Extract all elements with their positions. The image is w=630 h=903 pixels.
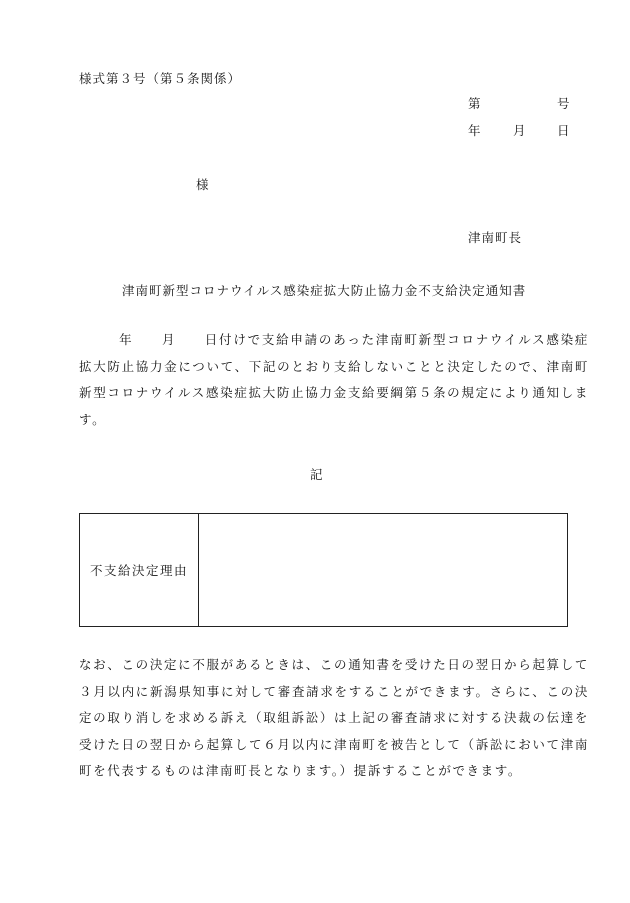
ki-heading: 記 xyxy=(310,467,323,482)
form-number: 様式第３号（第５条関係） xyxy=(79,71,242,86)
doc-number-suffix: 号 xyxy=(557,96,570,111)
reason-table xyxy=(79,513,568,627)
recipient-honorific: 様 xyxy=(196,177,209,192)
document-title: 津南町新型コロナウイルス感染症拡大防止協力金不支給決定通知書 xyxy=(122,283,527,298)
issuer: 津南町長 xyxy=(468,230,523,245)
reason-value xyxy=(199,514,568,627)
date-year: 年 xyxy=(468,123,481,138)
doc-number-prefix: 第 xyxy=(468,96,481,111)
reason-label: 不支給決定理由 xyxy=(80,514,199,627)
body-text: 年 月 日付けで支給申請のあった津南町新型コロナウイルス感染症拡大防止協力金について、下記のとおり支給しないことと決定したので、津南町新型コロナウイルス感染症拡大防止協力金支給要綱第５条の規定により通知します。 xyxy=(79,332,589,427)
body-paragraph xyxy=(79,327,589,433)
date-month: 月 xyxy=(513,123,526,138)
date-day: 日 xyxy=(557,123,570,138)
appeal-notice: なお、この決定に不服があるときは、この通知書を受けた日の翌日から起算して３月以内に新潟県知事に対して審査請求をすることができます。さらに、この決定の取り消しを求める訴え（取組訴訟）は上記の審査請求に対する決裁の伝達を受けた日の翌日から起算して６月以内に津南町を被告として（訴訟において津南町を代表するものは津南町長となります。）提訴することができます。 xyxy=(79,657,589,778)
